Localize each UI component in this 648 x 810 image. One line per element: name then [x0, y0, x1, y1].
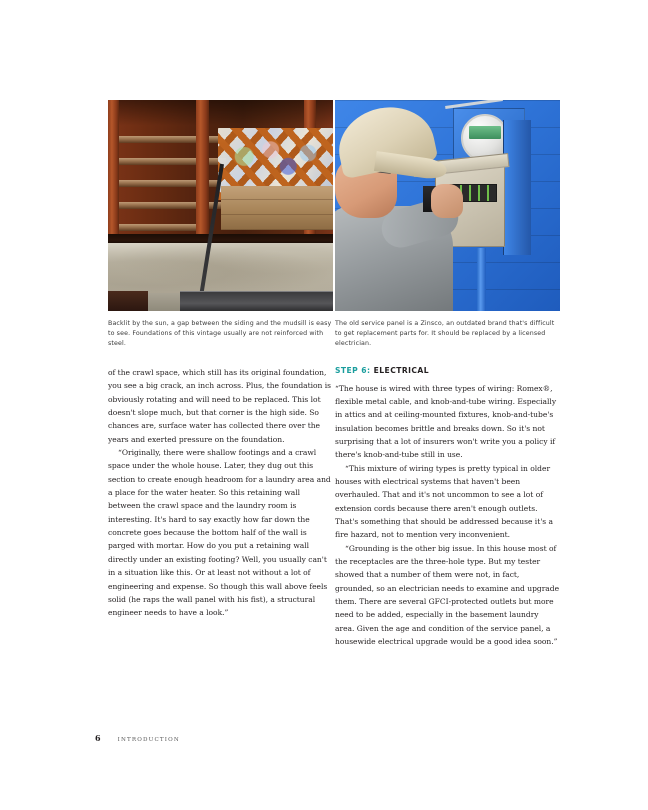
- text-columns: [108, 366, 560, 648]
- meter-display: [469, 126, 501, 139]
- lath-board: [108, 224, 204, 231]
- left-column-body: [108, 366, 333, 620]
- page-footer: [95, 733, 180, 743]
- paragraph: “The house is wired with three types of wiring: Romex®, flexible metal cable, and knob-and-tube wiring. Especially in attics and at ceiling-mounted fixtures, knob-and-tube's insulation becomes brittle and breaks down. So it's not surprising that a lot of insurers won't write you a policy if there's knob-and-tube still in use.: [335, 383, 557, 460]
- photo-row: [108, 100, 560, 311]
- step-title: ELECTRICAL: [373, 366, 430, 375]
- paragraph: “Grounding is the other big issue. In this house most of the receptacles are the three-hole type. But my tester showed that a number of them were not, in fact, grounded, so an electrician needs to examine and upgrade them. There are several GFCI-protected outlets but more need to be added, especially in the basement laundry area. Given the age and condition of the service panel, a housewide electrical upgrade would be a good idea soon.”: [335, 543, 560, 647]
- brick-course: [221, 186, 333, 230]
- running-head: INTRODUCTION: [117, 737, 180, 743]
- concrete-mudsill: [108, 243, 333, 293]
- paragraph: “Originally, there were shallow footings and a crawl space under the whole house. Later, they dug out this section to create enough headroom for a laundry area and a place for the water heater. So this retaining wall between the crawl space and the laundry room is interesting. It's hard to say exactly how far down the concrete goes because the bottom half of the wall is parged with mortar. How do you put a retaining wall directly under an existing footing? Well, you usually can't in a situation like this. Or at least not without a lot of engineering and expense. So though this wall above feels solid (he raps the wall panel with his fist), a structural engineer needs to have a look.”: [108, 448, 331, 618]
- page-number: 6: [95, 733, 101, 743]
- inspector-hand: [431, 184, 463, 218]
- service-panel-photo: [335, 100, 560, 311]
- crawlspace-foundation-photo: [108, 100, 333, 311]
- wood-post: [108, 100, 119, 242]
- left-column: [108, 366, 333, 648]
- conduit-pipe: [477, 248, 486, 311]
- paragraph: of the crawl space, which still has its original foundation, you see a big crack, an inch across. Plus, the foundation is obviously rotating and will need to be replaced. This lot doesn't slope much, but that corner is the high side. So chances are, surface water has collected there over the years and exerted pressure on the foundation.: [108, 368, 332, 444]
- caption-right: The old service panel is a Zinsco, an outdated brand that's difficult to get replacement parts for. It should be replaced by a licensed electrician.: [335, 320, 555, 348]
- wood-post: [196, 100, 209, 242]
- caption-left: Backlit by the sun, a gap between the siding and the mudsill is easy to see. Foundations of this vintage usually are not reinforced with steel.: [108, 320, 332, 348]
- step-number: STEP 6:: [335, 366, 371, 375]
- dark-debris: [108, 291, 148, 311]
- right-column-body: [335, 382, 560, 649]
- glass-pane: [180, 291, 333, 311]
- right-column: [335, 366, 560, 648]
- panel-door: [503, 120, 531, 255]
- section-heading: [335, 366, 560, 376]
- caption-row: [108, 319, 560, 350]
- paragraph: “This mixture of wiring types is pretty typical in older houses with electrical systems that haven't been overhauled. That and it's not uncommon to see a lot of extension cords because there aren't enough outlets. That's something that should be addressed because it's a fire hazard, not to mention very inconvenient.: [335, 463, 553, 540]
